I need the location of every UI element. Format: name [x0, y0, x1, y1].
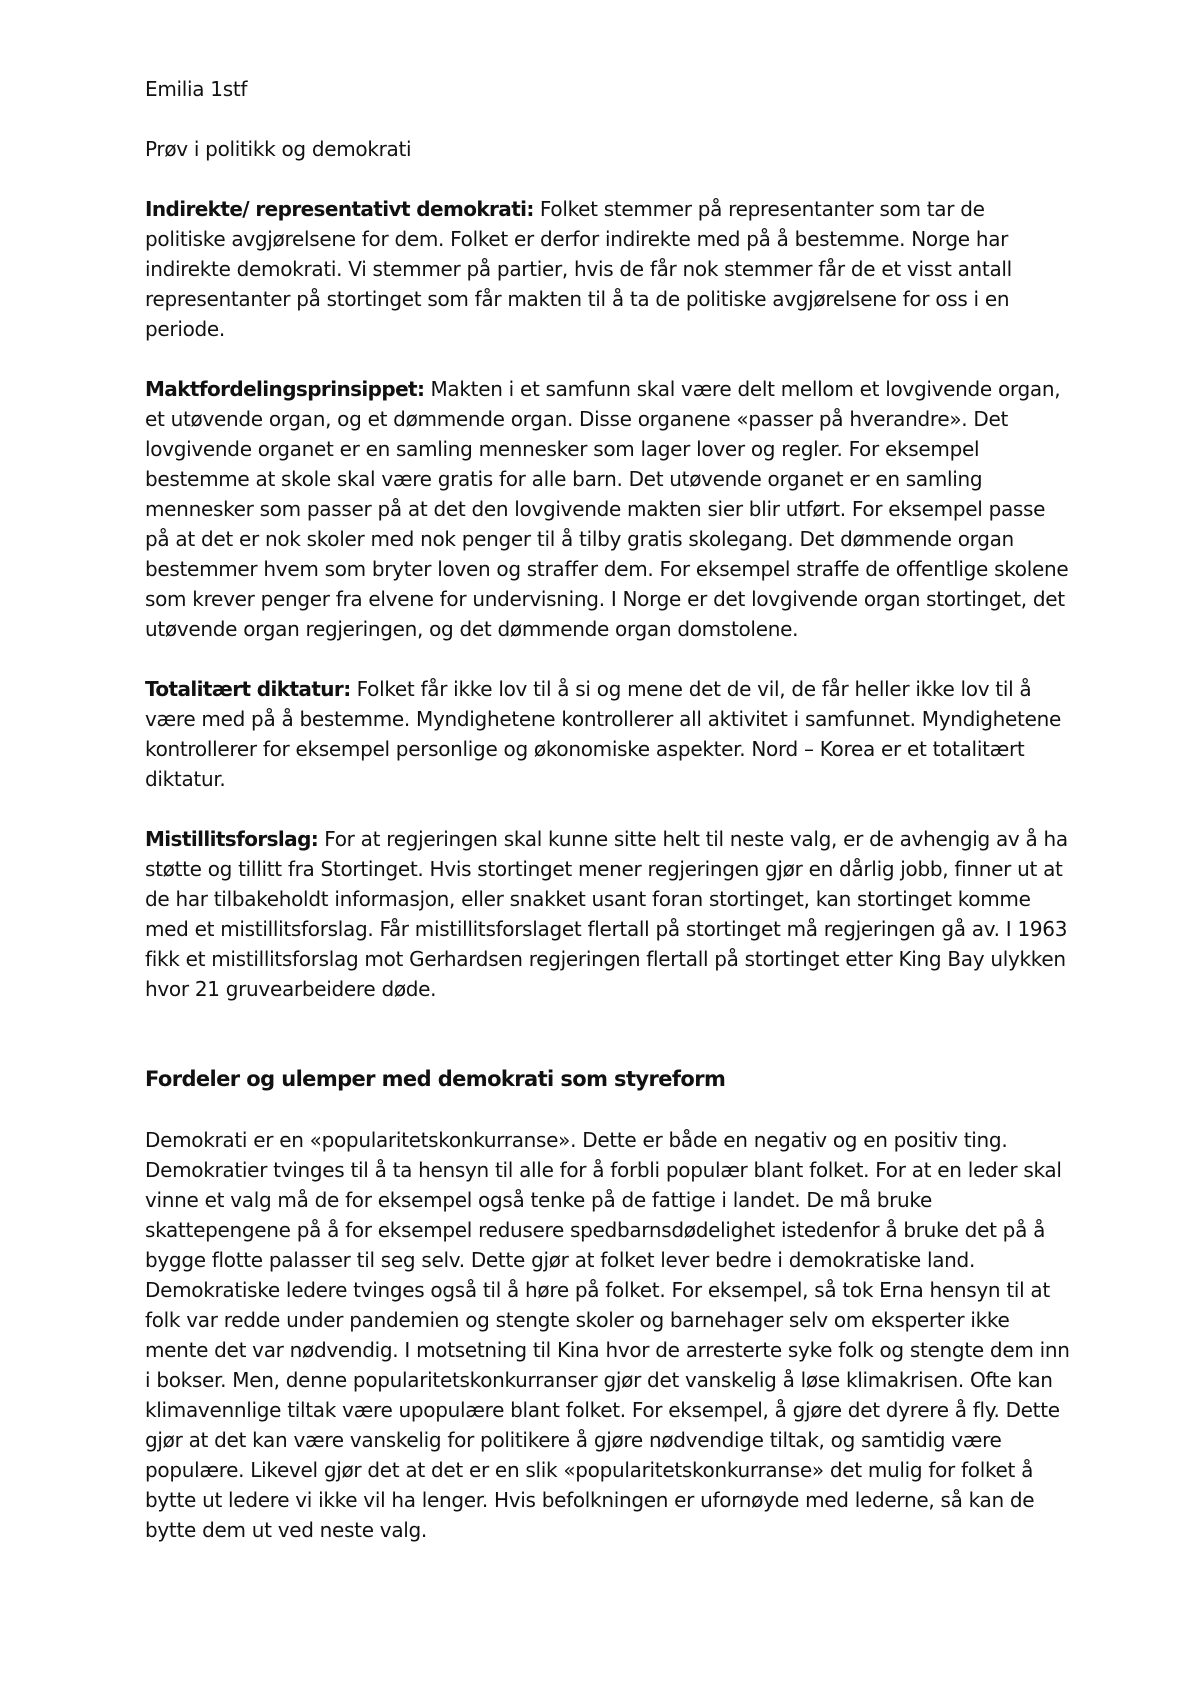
section-heading: Fordeler og ulemper med demokrati som styreform	[145, 1067, 726, 1091]
definition-term: Totalitært diktatur:	[145, 677, 351, 701]
definition-text: For at regjeringen skal kunne sitte helt til neste valg, er de avhengig av å ha støtte og tillitt fra Stortinget. Hvis stortinget mener regjeringen gjør en dårlig jobb, finner ut at de har tilbakeholdt informasjon, eller snakket usant foran stortinget, kan stortinget komme med et mistillitsforslag. Får mistillitsforslaget flertall på stortinget må regjeringen gå av. I 1963 fikk et mistillitsforslag mot Gerhardsen regjeringen flertall på stortinget etter King Bay ulykken hvor 21 gruvearbeidere døde.	[145, 827, 1068, 1001]
section-body: Demokrati er en «popularitetskonkurranse». Dette er både en negativ og en positiv ting. Demokratier tvinges til å ta hensyn til alle for å forbli populær blant folket. For at en leder skal vinne et valg må de for eksempel også tenke på de fattige i landet. De må bruke skattepengene på å for eksempel redusere spedbarnsdødelighet istedenfor å bruke det på å bygge flotte palasser til seg selv. Dette gjør at folket lever bedre i demokratiske land. Demokratiske ledere tvinges også til å høre på folket. For eksempel, så tok Erna hensyn til at folk var redde under pandemien og stengte skoler og barnehager selv om eksperter ikke mente det var nødvendig. I motsetning til Kina hvor de arresterte syke folk og stengte dem inn i bokser. Men, denne popularitetskonkurranser gjør det vanskelig å løse klimakrisen. Ofte kan klimavennlige tiltak være upopulære blant folket. For eksempel, å gjøre det dyrere å fly. Dette gjør at det kan være vanskelig for politikere å gjøre nødvendige tiltak, og samtidig være populære. Likevel gjør det at det er en slik «popularitetskonkurranse» det mulig for folket å bytte ut ledere vi ikke vil ha lenger. Hvis befolkningen er ufornøyde med lederne, så kan de bytte dem ut ved neste valg.	[145, 1128, 1070, 1542]
document-title: Prøv i politikk og demokrati	[145, 137, 412, 161]
definition-maktfordelingsprinsippet	[145, 374, 1070, 644]
definition-term: Maktfordelingsprinsippet:	[145, 377, 425, 401]
definition-term: Mistillitsforslag:	[145, 827, 319, 851]
definition-term: Indirekte/ representativt demokrati:	[145, 197, 534, 221]
author-line: Emilia 1stf	[145, 77, 248, 101]
definition-text: Makten i et samfunn skal være delt mellom et lovgivende organ, et utøvende organ, og et dømmende organ. Disse organene «passer på hverandre». Det lovgivende organet er en samling mennesker som lager lover og regler. For eksempel bestemme at skole skal være gratis for alle barn. Det utøvende organet er en samling mennesker som passer på at det den lovgivende makten sier blir utført. For eksempel passe på at det er nok skoler med nok penger til å tilby gratis skolegang. Det dømmende organ bestemmer hvem som bryter loven og straffer dem. For eksempel straffe de offentlige skolene som krever penger fra elvene for undervisning. I Norge er det lovgivende organ stortinget, det utøvende organ regjeringen, og det dømmende organ domstolene.	[145, 377, 1069, 641]
definition-text: Folket får ikke lov til å si og mene det de vil, de får heller ikke lov til å være med på å bestemme. Myndighetene kontrollerer all aktivitet i samfunnet. Myndighetene kontrollerer for eksempel personlige og økonomiske aspekter. Nord – Korea er et totalitært diktatur.	[145, 677, 1061, 791]
document-body	[145, 74, 1070, 1545]
definition-mistillitsforslag	[145, 824, 1070, 1004]
definition-text: Folket stemmer på representanter som tar de politiske avgjørelsene for dem. Folket er derfor indirekte med på å bestemme. Norge har indirekte demokrati. Vi stemmer på partier, hvis de får nok stemmer får de et visst antall representanter på stortinget som får makten til å ta de politiske avgjørelsene for oss i en periode.	[145, 197, 1012, 341]
definition-indirekte-demokrati	[145, 194, 1070, 344]
definition-totalitaert-diktatur	[145, 674, 1070, 794]
